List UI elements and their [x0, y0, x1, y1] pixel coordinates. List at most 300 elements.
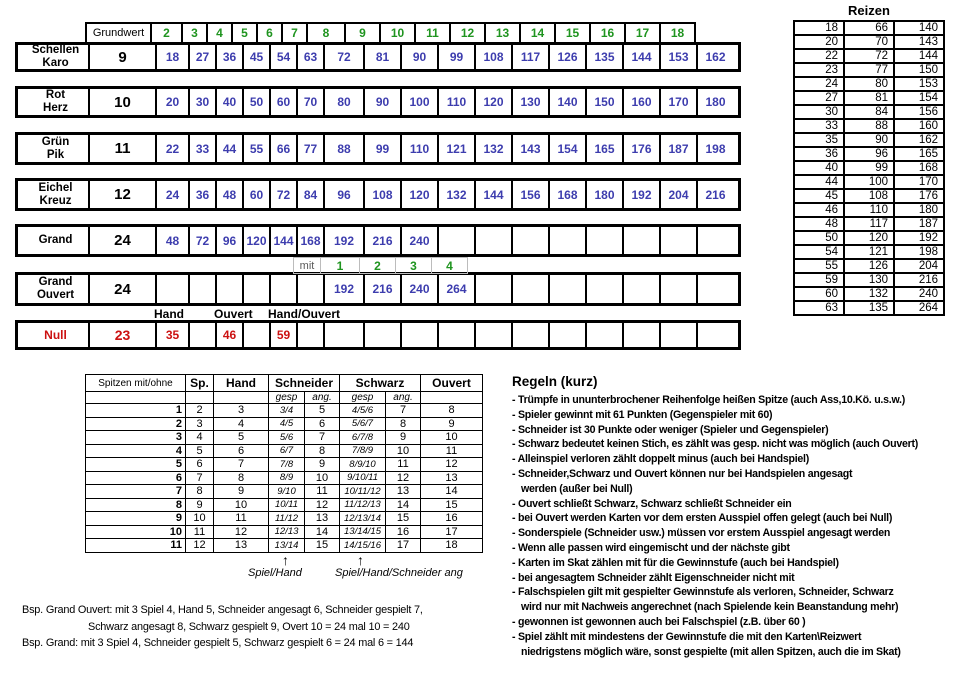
main-scoring-table	[15, 22, 741, 350]
rule-line: - gewonnen ist gewonnen auch bei Falschspiel (z.B. über 60 )	[512, 615, 806, 628]
multiplier-header-cell: 5	[231, 22, 258, 44]
score-cell: 154	[548, 135, 585, 162]
score-cell: 176	[622, 135, 659, 162]
grundwert-value: 10	[88, 89, 155, 115]
spitzen-table	[85, 374, 485, 587]
spitzen-cell: 7	[386, 404, 421, 418]
reizen-value: 240	[894, 287, 944, 301]
spitzen-row	[86, 431, 483, 445]
examples-section	[22, 602, 492, 652]
row-label-line: Kreuz	[39, 194, 72, 207]
reizen-value: 77	[844, 63, 894, 77]
spitzen-cell: 7	[86, 485, 186, 499]
spitzen-cell: 6/7/8	[340, 431, 386, 445]
spitzen-cell: 9	[386, 431, 421, 445]
spitzen-cell: 5/6/7	[340, 417, 386, 431]
score-cell	[363, 323, 400, 347]
rule-line: - Schneider,Schwarz und Ouvert können nur bei Handspielen angesagt	[512, 467, 853, 480]
spitzen-cell: 15	[305, 539, 340, 553]
reizen-value: 46	[794, 203, 844, 217]
spitzen-row	[86, 485, 483, 499]
score-cell: 144	[474, 181, 511, 208]
rules-section	[512, 374, 958, 659]
row-label-line: Rot	[45, 89, 66, 101]
spitzen-cell: 16	[421, 512, 483, 526]
score-cell: 72	[323, 45, 363, 69]
spitzen-grid	[85, 374, 483, 553]
score-cell	[511, 275, 548, 303]
reizen-value: 120	[844, 231, 894, 245]
multiplier-header-cell: 15	[554, 22, 591, 44]
score-cell: 100	[400, 89, 437, 115]
reizen-value: 204	[894, 259, 944, 273]
reizen-value: 99	[844, 161, 894, 175]
suit-row	[15, 132, 741, 165]
score-cell: 84	[296, 181, 323, 208]
reizen-value: 44	[794, 175, 844, 189]
score-cell: 187	[659, 135, 696, 162]
score-cell	[696, 275, 733, 303]
score-cell: 72	[188, 227, 215, 254]
score-cell	[296, 323, 323, 347]
suit-rows	[15, 42, 741, 257]
rule-line: - Spiel zählt mit mindestens der Gewinnstufe die mit den Karten\Reizwert	[512, 630, 862, 643]
score-cell	[696, 227, 733, 254]
spitzen-cell: 17	[421, 525, 483, 539]
reizen-value: 176	[894, 189, 944, 203]
score-cell: 48	[155, 227, 188, 254]
score-cell	[323, 323, 363, 347]
score-cell: 120	[242, 227, 269, 254]
reizen-value: 60	[794, 287, 844, 301]
reizen-value: 27	[794, 91, 844, 105]
spitzen-cell: 8	[186, 485, 214, 499]
spitzen-cell: 6	[305, 417, 340, 431]
spitzen-row	[86, 444, 483, 458]
reizen-value: 121	[844, 245, 894, 259]
spitzen-footnotes	[85, 553, 485, 587]
reizen-row	[794, 273, 944, 287]
reizen-value: 170	[894, 175, 944, 189]
reizen-value: 24	[794, 77, 844, 91]
reizen-row	[794, 21, 944, 35]
spitzen-row	[86, 417, 483, 431]
reizen-value: 187	[894, 217, 944, 231]
spitzen-cell: 10	[421, 431, 483, 445]
score-cell	[155, 275, 188, 303]
mit-count-cell: 1	[320, 257, 360, 274]
reizen-row	[794, 245, 944, 259]
reizen-value: 40	[794, 161, 844, 175]
reizen-row	[794, 203, 944, 217]
spitzen-cell: 7/8/9	[340, 444, 386, 458]
row-label	[18, 135, 88, 162]
score-cell	[188, 323, 215, 347]
reizen-row	[794, 189, 944, 203]
spitzen-cell: 10	[86, 525, 186, 539]
spitzen-row	[86, 498, 483, 512]
multiplier-header-cell: 13	[484, 22, 521, 44]
reizen-value: 144	[894, 49, 944, 63]
score-cell: 55	[242, 135, 269, 162]
score-cell: 110	[400, 135, 437, 162]
reizen-value: 100	[844, 175, 894, 189]
reizen-value: 108	[844, 189, 894, 203]
null-block	[15, 320, 741, 350]
rule-line: - Karten im Skat zählen mit für die Gewinnstufe (auch bei Handspiel)	[512, 556, 839, 569]
spitzen-row	[86, 512, 483, 526]
spitzen-cell: 4	[86, 444, 186, 458]
spitzen-cell: 13/14	[269, 539, 305, 553]
spitzen-row	[86, 404, 483, 418]
spitzen-cell: 3/4	[269, 404, 305, 418]
score-cell	[437, 323, 474, 347]
rule-line: - Alleinspiel verloren zählt doppelt minus (auch bei Handspiel)	[512, 453, 810, 466]
reizen-value: 36	[794, 147, 844, 161]
score-cell: 180	[585, 181, 622, 208]
score-cell: 126	[548, 45, 585, 69]
spitzen-row	[86, 525, 483, 539]
spitzen-cell: 5	[305, 404, 340, 418]
spitzen-cell: 8	[305, 444, 340, 458]
spitzen-cell: 14/15/16	[340, 539, 386, 553]
score-cell	[242, 323, 269, 347]
reizen-value: 33	[794, 119, 844, 133]
score-cell: 130	[511, 89, 548, 115]
score-cell: 120	[400, 181, 437, 208]
rules-list	[512, 393, 958, 659]
up-arrow-icon: ↑	[357, 551, 364, 568]
score-cell: 36	[215, 45, 242, 69]
reizen-value: 50	[794, 231, 844, 245]
score-cell: 44	[215, 135, 242, 162]
schwarz-ang-subheader: ang.	[386, 392, 421, 404]
mit-count-cell: 2	[359, 257, 396, 274]
reizen-value: 20	[794, 35, 844, 49]
reizen-title: Reizen	[848, 3, 890, 18]
score-cell	[548, 275, 585, 303]
score-cell: 216	[363, 227, 400, 254]
score-cell: 96	[323, 181, 363, 208]
row-label-line: Grün	[41, 135, 70, 148]
score-cell: 150	[585, 89, 622, 115]
mit-count-cell: 4	[431, 257, 468, 274]
reizen-value: 81	[844, 91, 894, 105]
score-cell	[585, 227, 622, 254]
spitzen-cell: 18	[421, 539, 483, 553]
reizen-value: 72	[844, 49, 894, 63]
score-cell	[659, 323, 696, 347]
score-cell: 120	[474, 89, 511, 115]
row-label-line: Herz	[43, 102, 68, 114]
spitzen-cell: 5/6	[269, 431, 305, 445]
null-variant-label: Hand	[154, 307, 184, 321]
score-cell: 192	[323, 275, 363, 303]
suit-row	[15, 86, 741, 118]
grundwert-value: 11	[88, 135, 155, 162]
spitzen-cell: 13	[305, 512, 340, 526]
score-cell: 168	[548, 181, 585, 208]
spitzen-cell: 6	[86, 471, 186, 485]
score-cell: 216	[696, 181, 733, 208]
spitzen-cell: 11	[386, 458, 421, 472]
reizen-value: 216	[894, 273, 944, 287]
score-cell: 264	[437, 275, 474, 303]
suit-row	[15, 178, 741, 211]
reizen-value: 198	[894, 245, 944, 259]
multiplier-header-cell: 7	[281, 22, 308, 44]
spitzen-cell: 2	[186, 404, 214, 418]
row-label	[18, 227, 88, 254]
multiplier-header-cell: 2	[150, 22, 183, 44]
reizen-row	[794, 77, 944, 91]
score-cell: 96	[215, 227, 242, 254]
multiplier-header-cell: 4	[206, 22, 233, 44]
row-label-line: Pik	[46, 148, 65, 161]
spitzen-cell: 12	[421, 458, 483, 472]
rule-line: - bei Ouvert werden Karten vor dem ersten Ausspiel offen gelegt (auch bei Null)	[512, 512, 893, 525]
spitzen-cell: 5	[86, 458, 186, 472]
row-label-line: Schellen	[31, 44, 80, 56]
score-cell	[474, 323, 511, 347]
score-cell	[437, 227, 474, 254]
rule-line: - Sonderspiele (Schneider usw.) müssen vor erstem Ausspiel angesagt werden	[512, 527, 891, 540]
reizen-value: 110	[844, 203, 894, 217]
score-cell: 135	[585, 45, 622, 69]
reizen-row	[794, 175, 944, 189]
score-cell: 143	[511, 135, 548, 162]
multiplier-header-cell: 14	[519, 22, 556, 44]
spitzen-cell: 5	[186, 444, 214, 458]
spitzen-cell: 11	[186, 525, 214, 539]
score-cell	[622, 227, 659, 254]
grundwert-value: 9	[88, 45, 155, 69]
row-label-line: Eichel	[38, 181, 73, 194]
score-cell	[188, 275, 215, 303]
reizen-row	[794, 133, 944, 147]
reizen-value: 90	[844, 133, 894, 147]
score-cell: 192	[622, 181, 659, 208]
multiplier-header-cell: 8	[306, 22, 346, 44]
multiplier-header-cell: 10	[379, 22, 416, 44]
spitzen-cell: 12	[386, 471, 421, 485]
ouvert-col-header: Ouvert	[421, 375, 483, 392]
suit-row	[15, 42, 741, 72]
reizen-row	[794, 231, 944, 245]
spitzen-cell: 14	[305, 525, 340, 539]
reizen-value: 143	[894, 35, 944, 49]
row-label-line: Karo	[42, 57, 69, 69]
score-cell: 70	[296, 89, 323, 115]
reizen-row	[794, 217, 944, 231]
spitzen-cell: 2	[86, 417, 186, 431]
score-cell: 117	[511, 45, 548, 69]
row-label-line: Ouvert	[36, 289, 75, 301]
spitzen-row	[86, 458, 483, 472]
reizen-value: 63	[794, 301, 844, 315]
score-cell: 45	[242, 45, 269, 69]
reizen-value: 160	[894, 119, 944, 133]
score-cell	[622, 323, 659, 347]
null-variant-label: Hand/Ouvert	[268, 307, 341, 321]
grundwert-header: Grundwert	[85, 22, 152, 44]
score-cell	[696, 323, 733, 347]
spitzen-cell: 11	[305, 485, 340, 499]
rule-line: - bei angesagtem Schneider zählt Eigenschneider nicht mit	[512, 571, 795, 584]
score-cell: 216	[363, 275, 400, 303]
grundwert-value: 24	[88, 275, 155, 303]
reizen-values	[793, 20, 945, 316]
rule-line: - Schneider ist 30 Punkte oder weniger (Spieler und Gegenspieler)	[512, 423, 829, 436]
spitzen-cell: 3	[214, 404, 269, 418]
spacer	[15, 257, 293, 274]
spitzen-cell: 8	[86, 498, 186, 512]
score-cell	[296, 275, 323, 303]
spitzen-cell: 14	[421, 485, 483, 499]
reizen-value: 165	[894, 147, 944, 161]
reizen-value: 66	[844, 21, 894, 35]
reizen-value: 192	[894, 231, 944, 245]
sp-col-header: Sp.	[186, 375, 214, 392]
spitzen-cell: 5	[214, 431, 269, 445]
score-cell: 140	[548, 89, 585, 115]
spiel-hand-schneider-label: Spiel/Hand/Schneider ang	[335, 566, 463, 579]
score-cell: 168	[296, 227, 323, 254]
spitzen-cell: 12/13/14	[340, 512, 386, 526]
score-cell	[474, 275, 511, 303]
reizen-value: 80	[844, 77, 894, 91]
grundwert-value: 23	[88, 323, 155, 347]
score-cell: 240	[400, 275, 437, 303]
reizen-value: 117	[844, 217, 894, 231]
empty-cell	[214, 392, 269, 404]
score-cell: 54	[269, 45, 296, 69]
score-cell: 160	[622, 89, 659, 115]
score-cell: 99	[363, 135, 400, 162]
row-label	[18, 89, 88, 115]
spitzen-cell: 7	[186, 471, 214, 485]
spitzen-cell: 11	[86, 539, 186, 553]
row-label-line: Grand	[38, 276, 73, 288]
spitzen-cell: 16	[386, 525, 421, 539]
reizen-value: 154	[894, 91, 944, 105]
reizen-value: 59	[794, 273, 844, 287]
multiplier-header-row	[85, 22, 741, 44]
spitzen-cell: 10/11	[269, 498, 305, 512]
spitzen-cell: 10	[214, 498, 269, 512]
score-cell: 204	[659, 181, 696, 208]
score-cell: 66	[269, 135, 296, 162]
rule-line: wird nur mit Nachweis angerechnet (nach Spielende kein Beanstandung mehr)	[521, 601, 899, 614]
reizen-value: 130	[844, 273, 894, 287]
empty-cell	[186, 392, 214, 404]
reizen-value: 55	[794, 259, 844, 273]
reizen-value: 70	[844, 35, 894, 49]
rule-line: - Trümpfe in ununterbrochener Reihenfolge heißen Spitze (auch Ass,10.Kö. u.s.w.)	[512, 394, 906, 406]
reizen-value: 264	[894, 301, 944, 315]
empty-cell	[421, 392, 483, 404]
reizen-value: 84	[844, 105, 894, 119]
spitzen-cell: 13/14/15	[340, 525, 386, 539]
multiplier-header-cell: 16	[589, 22, 626, 44]
spitzen-cell: 9	[86, 512, 186, 526]
reizen-value: 168	[894, 161, 944, 175]
reizen-row	[794, 119, 944, 133]
spitzen-cell: 13	[421, 471, 483, 485]
schneider-col-header: Schneider	[269, 375, 340, 392]
reizen-value: 156	[894, 105, 944, 119]
spitzen-cell: 13	[214, 539, 269, 553]
score-cell: 36	[188, 181, 215, 208]
spitzen-cell: 3	[86, 431, 186, 445]
grundwert-value: 12	[88, 181, 155, 208]
spitzen-cell: 9/10/11	[340, 471, 386, 485]
score-cell: 35	[155, 323, 188, 347]
reizen-value: 48	[794, 217, 844, 231]
spitzen-cell: 7	[214, 458, 269, 472]
reizen-value: 153	[894, 77, 944, 91]
rule-line: - Falschspielen gilt mit gespielter Gewinnstufe als verloren, Schneider, Schwarz	[512, 586, 894, 599]
score-cell: 18	[155, 45, 188, 69]
grundwert-value: 24	[88, 227, 155, 254]
score-cell: 90	[400, 45, 437, 69]
spitzen-cell: 15	[386, 512, 421, 526]
rule-line: - Spieler gewinnt mit 61 Punkten (Gegenspieler mit 60)	[512, 408, 773, 421]
spitzen-cell: 10	[305, 471, 340, 485]
spitzen-cell: 3	[186, 417, 214, 431]
spitzen-cell: 11/12/13	[340, 498, 386, 512]
multiplier-header-cell: 9	[344, 22, 381, 44]
schneider-gesp-subheader: gesp	[269, 392, 305, 404]
spitzen-cell: 15	[421, 498, 483, 512]
score-cell: 156	[511, 181, 548, 208]
mit-count-cell: 3	[395, 257, 432, 274]
score-cell: 50	[242, 89, 269, 115]
reizen-value: 150	[894, 63, 944, 77]
rule-line: - Schwarz bedeutet keinen Stich, es zählt was gesp. nicht was möglich (auch Ouvert)	[512, 438, 919, 451]
score-cell	[659, 275, 696, 303]
spitzen-cell: 4	[186, 431, 214, 445]
reizen-value: 180	[894, 203, 944, 217]
spitzen-cell: 14	[386, 498, 421, 512]
score-cell: 80	[323, 89, 363, 115]
score-cell: 108	[474, 45, 511, 69]
score-cell: 88	[323, 135, 363, 162]
spitzen-cell: 10	[386, 444, 421, 458]
score-cell: 22	[155, 135, 188, 162]
spitzen-cell: 8	[214, 471, 269, 485]
score-cell	[548, 323, 585, 347]
spitzen-cell: 6/7	[269, 444, 305, 458]
score-cell: 60	[242, 181, 269, 208]
score-cell: 162	[696, 45, 733, 69]
score-cell: 40	[215, 89, 242, 115]
spitzen-cell: 7	[305, 431, 340, 445]
null-row	[15, 320, 741, 350]
row-label	[18, 45, 88, 69]
multiplier-header-cell: 18	[659, 22, 696, 44]
score-cell: 81	[363, 45, 400, 69]
score-cell: 144	[622, 45, 659, 69]
score-cell: 46	[215, 323, 242, 347]
score-cell: 121	[437, 135, 474, 162]
score-cell: 27	[188, 45, 215, 69]
up-arrow-icon: ↑	[282, 551, 289, 568]
reizen-row	[794, 287, 944, 301]
spitzen-cell: 1	[86, 404, 186, 418]
grand-ouvert-row	[15, 272, 741, 306]
spitzen-cell: 12	[186, 539, 214, 553]
